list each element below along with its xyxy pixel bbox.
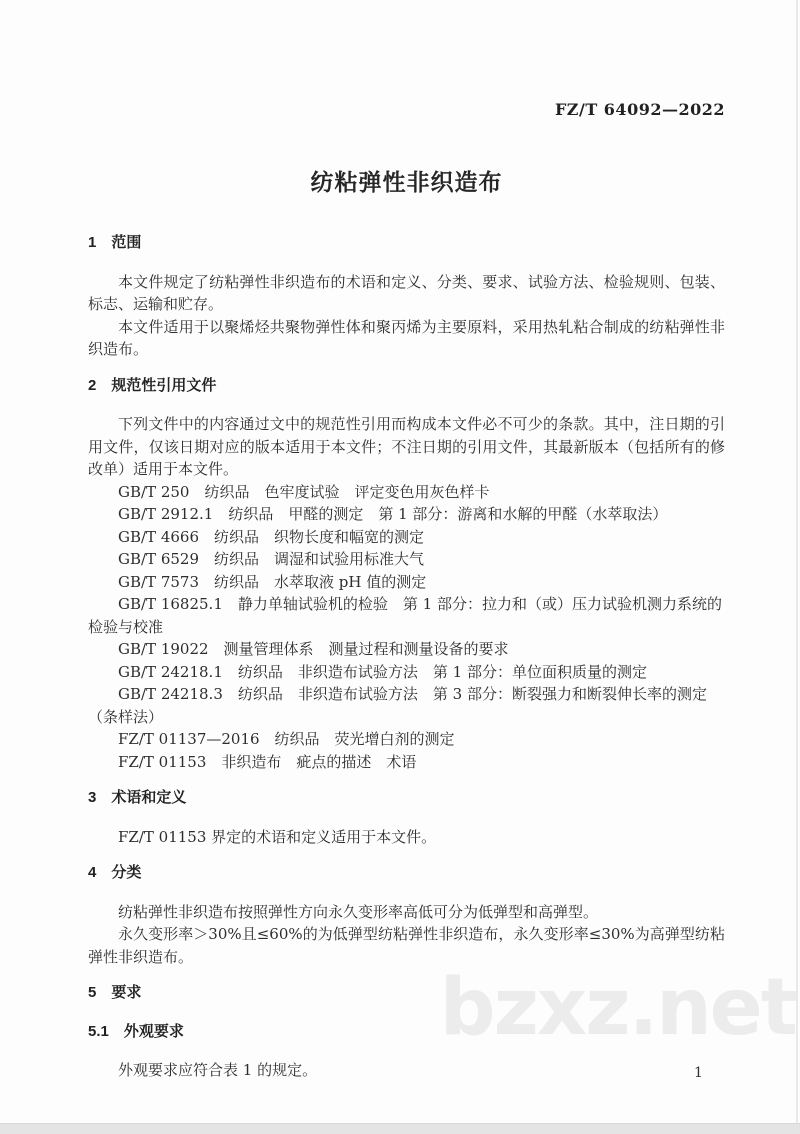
section-4-paragraph-1: 纺粘弹性非织造布按照弹性方向永久变形率高低可分为低弹型和高弹型。 xyxy=(118,902,599,921)
reference-item: GB/T 7573 纺织品 水萃取液 pH 值的测定 xyxy=(118,572,427,591)
section-4-classification-heading: 4 分类 xyxy=(88,864,142,881)
watermark-text: bzxz.net xyxy=(439,963,796,1053)
reference-item: FZ/T 01137—2016 纺织品 荧光增白剂的测定 xyxy=(118,730,455,748)
reference-item: GB/T 24218.3 纺织品 非织造布试验方法 第 3 部分：断裂强力和断裂伸长率的测定（条样法） xyxy=(88,685,707,726)
scan-right-edge-line xyxy=(796,0,798,1134)
section-3-paragraph: FZ/T 01153 界定的术语和定义适用于本文件。 xyxy=(118,827,437,846)
section-5-requirements-heading: 5 要求 xyxy=(88,984,142,1001)
section-1-paragraph-2: 本文件适用于以聚烯烃共聚物弹性体和聚丙烯为主要原料，采用热轧粘合制成的纺粘弹性非织造布。 xyxy=(88,317,725,358)
section-1-paragraph-1: 本文件规定了纺粘弹性非织造布的术语和定义、分类、要求、试验方法、检验规则、包装、标志、运输和贮存。 xyxy=(88,272,725,313)
reference-item: GB/T 2912.1 纺织品 甲醛的测定 第 1 部分：游离和水解的甲醛（水萃取法） xyxy=(118,505,668,523)
section-2-normative-references-heading: 2 规范性引用文件 xyxy=(88,376,217,394)
reference-item: GB/T 19022 测量管理体系 测量过程和测量设备的要求 xyxy=(118,640,509,658)
reference-item: FZ/T 01153 非织造布 疵点的描述 术语 xyxy=(118,752,417,771)
reference-item: GB/T 6529 纺织品 调湿和试验用标准大气 xyxy=(118,550,425,568)
reference-item: GB/T 4666 纺织品 织物长度和幅宽的测定 xyxy=(118,527,425,546)
section-5-1-paragraph: 外观要求应符合表 1 的规定。 xyxy=(118,1061,318,1079)
reference-item: GB/T 16825.1 静力单轴试验机的检验 第 1 部分：拉力和（或）压力试验机测力系统的检验与校准 xyxy=(88,595,722,636)
scan-bottom-edge-strip xyxy=(0,1123,800,1134)
reference-item: GB/T 250 纺织品 色牢度试验 评定变色用灰色样卡 xyxy=(118,482,490,501)
section-3-terms-heading: 3 术语和定义 xyxy=(88,789,187,806)
normative-references-list xyxy=(88,481,725,774)
section-2-intro-paragraph: 下列文件中的内容通过文中的规范性引用而构成本文件必不可少的条款。其中，注日期的引用文件，仅该日期对应的版本适用于本文件；不注日期的引用文件，其最新版本（包括所有的修改单）适用于本文件。 xyxy=(88,415,725,478)
section-5-1-appearance-heading: 5.1 外观要求 xyxy=(88,1022,184,1040)
page-number: 1 xyxy=(694,1065,703,1081)
section-1-scope-heading: 1 范围 xyxy=(88,234,142,251)
document-title: 纺粘弹性非织造布 xyxy=(310,169,503,195)
standard-code: FZ/T 64092—2022 xyxy=(554,100,725,119)
reference-item: GB/T 24218.1 纺织品 非织造布试验方法 第 1 部分：单位面积质量的测定 xyxy=(118,662,647,681)
page-content xyxy=(88,0,725,1082)
section-4-paragraph-2: 永久变形率＞30%且≤60%的为低弹型纺粘弹性非织造布，永久变形率≤30%为高弹型纺粘弹性非织造布。 xyxy=(88,925,725,966)
